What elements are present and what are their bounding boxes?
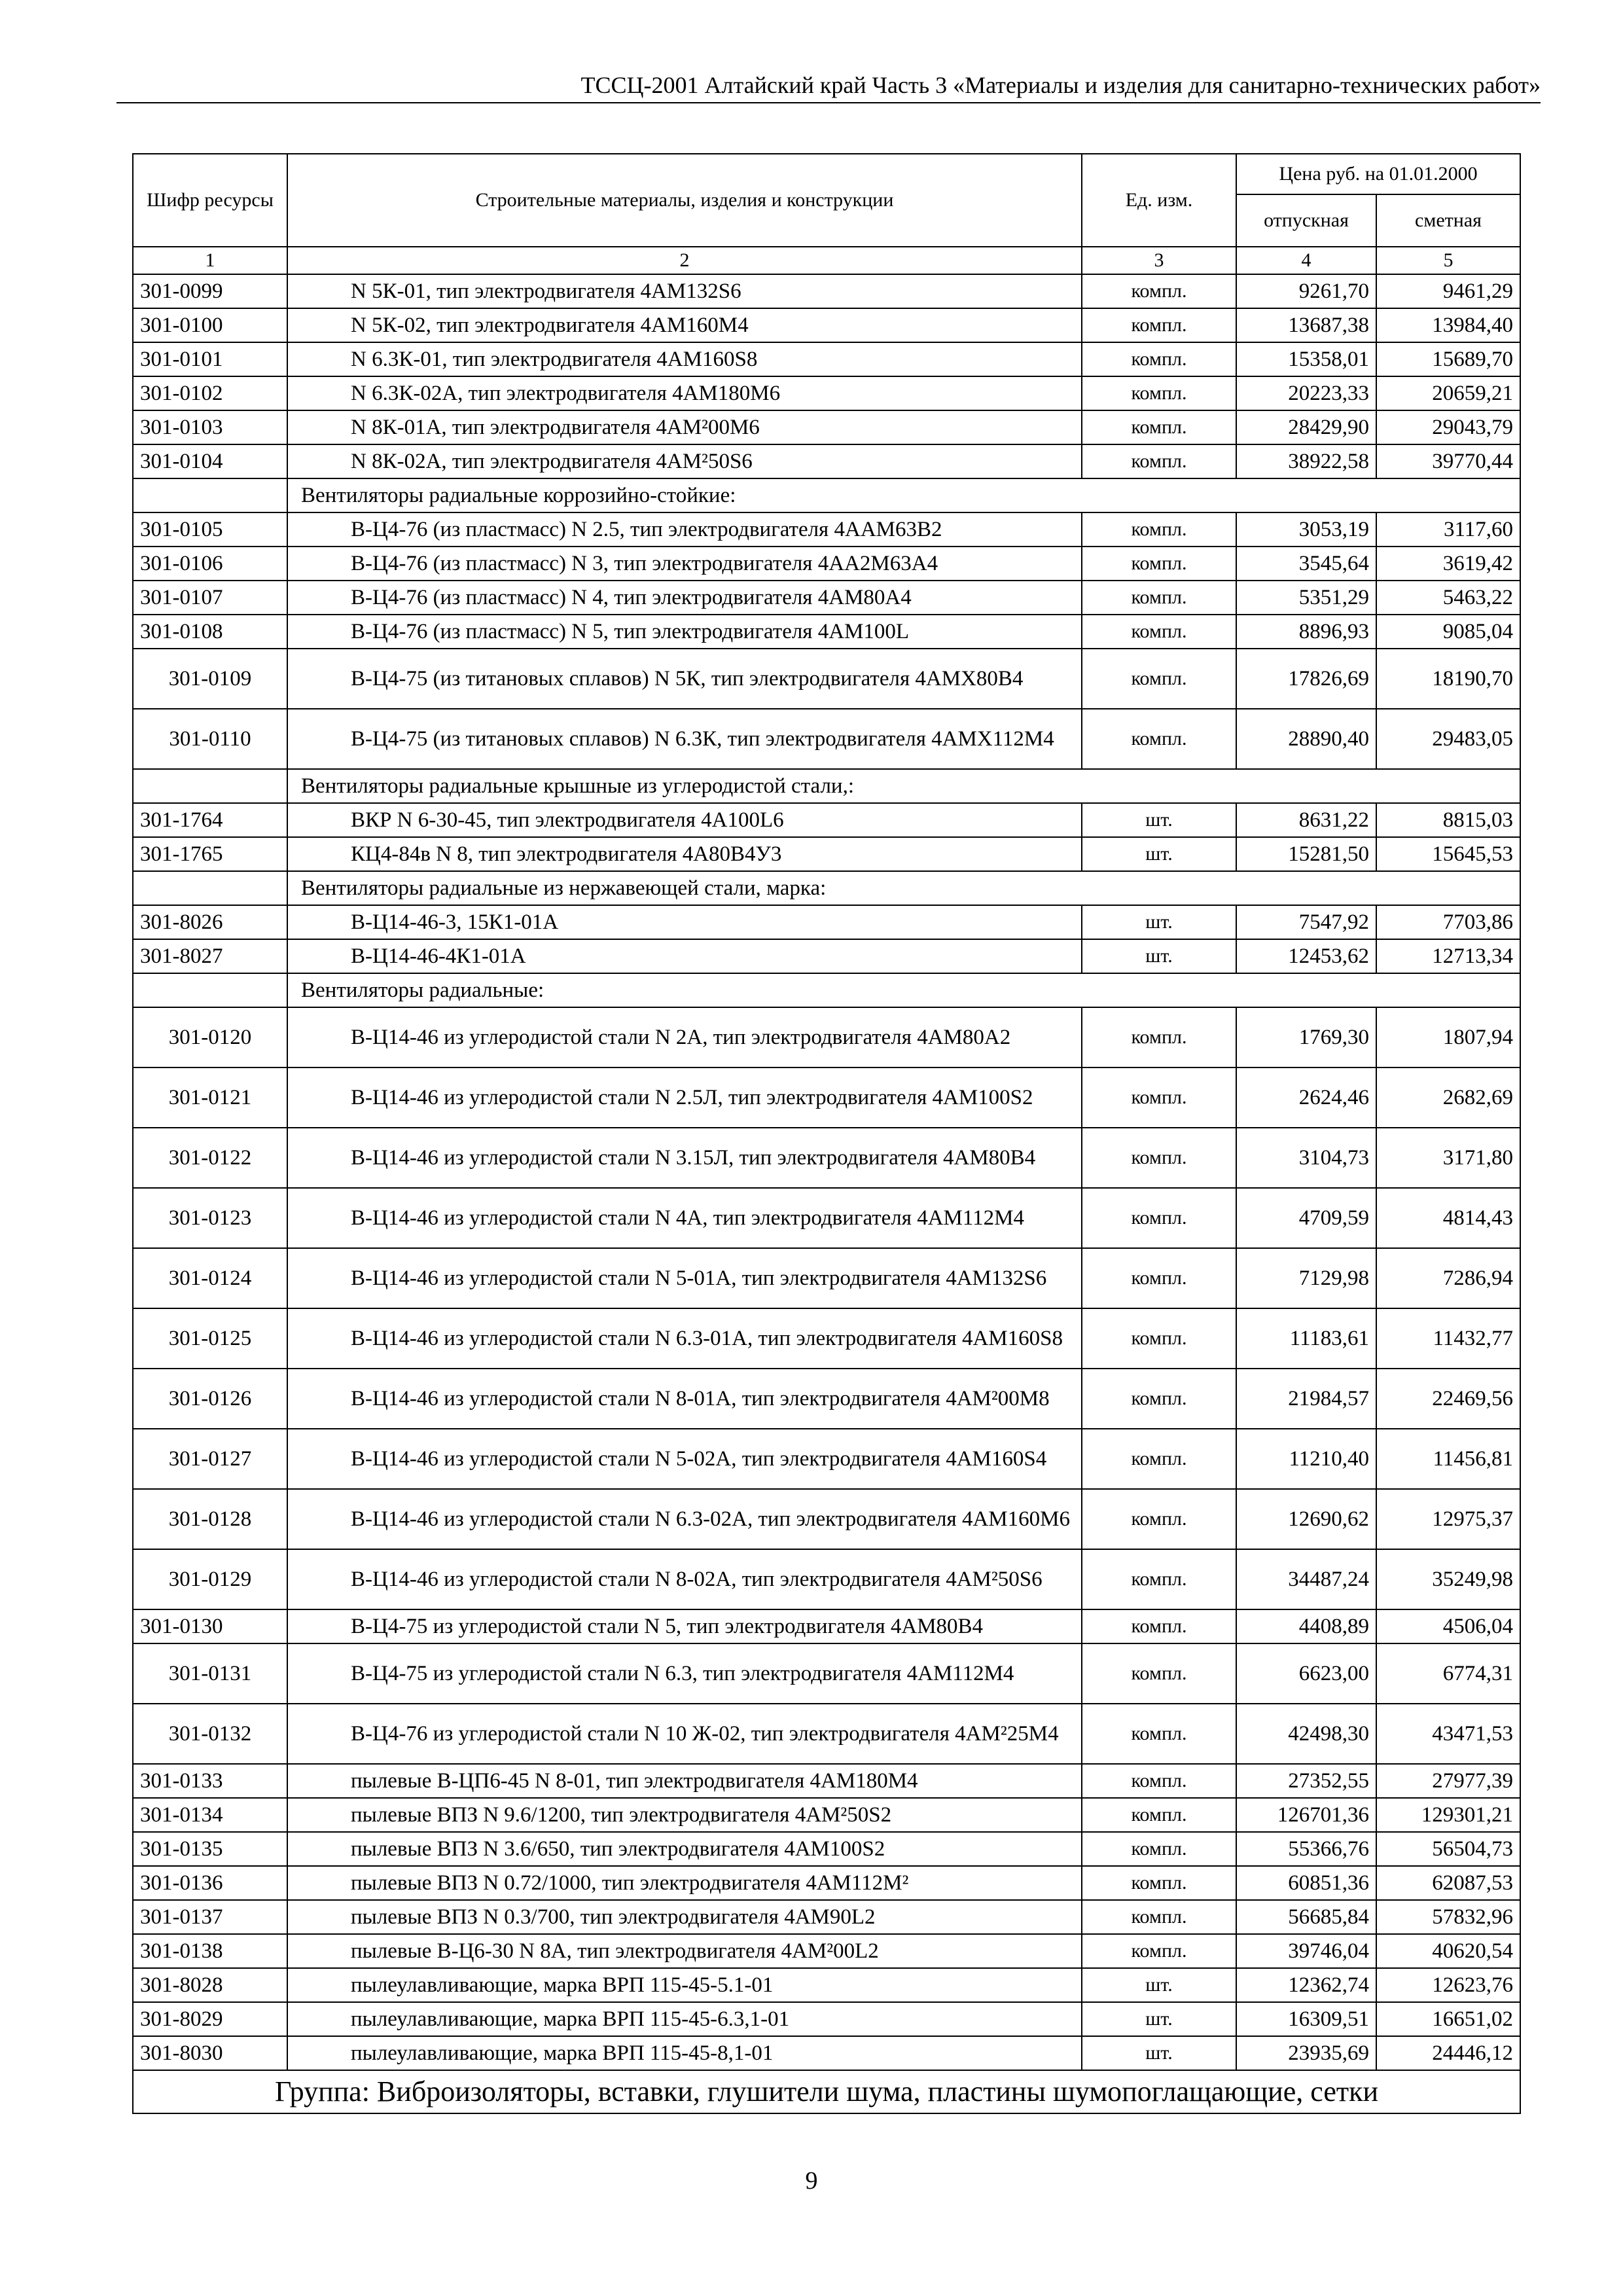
name-cell	[287, 803, 1082, 837]
code-cell: 301-0135	[133, 1832, 287, 1866]
section-title: Вентиляторы радиальные крышные из углеродистой стали,:	[287, 769, 1520, 803]
estimate-price-cell: 3619,42	[1376, 547, 1520, 581]
table-row	[133, 1549, 1520, 1609]
release-price-cell: 12453,62	[1236, 939, 1376, 973]
name-cell	[287, 1832, 1082, 1866]
table-row	[133, 308, 1520, 342]
release-price-cell: 11183,61	[1236, 1308, 1376, 1369]
name-text: В-Ц14-46 из углеродистой стали N 8-02А, тип электродвигателя 4АМ²50S6	[351, 1568, 1043, 1591]
name-text: пылевые ВПЗ N 3.6/650, тип электродвигателя 4АМ100S2	[351, 1837, 885, 1861]
page-header: ТССЦ-2001 Алтайский край Часть 3 «Материалы и изделия для санитарно-технических работ»	[116, 71, 1541, 103]
section-row	[133, 478, 1520, 512]
name-text: В-Ц14-46 из углеродистой стали N 8-01А, тип электродвигателя 4АМ²00М8	[351, 1387, 1050, 1410]
unit-cell: компл.	[1082, 512, 1236, 547]
price-table	[132, 153, 1521, 2114]
release-price-cell: 16309,51	[1236, 2002, 1376, 2036]
name-text: В-Ц14-46-3, 15К1-01А	[351, 910, 559, 934]
name-text: В-Ц4-76 (из пластмасс) N 3, тип электродвигателя 4АА2М63А4	[351, 552, 938, 575]
section-row	[133, 871, 1520, 905]
table-row	[133, 709, 1520, 769]
estimate-price-cell: 2682,69	[1376, 1067, 1520, 1128]
estimate-price-cell: 18190,70	[1376, 649, 1520, 709]
name-cell	[287, 1308, 1082, 1369]
name-cell	[287, 649, 1082, 709]
name-cell	[287, 1128, 1082, 1188]
header-code: Шифр ресурсы	[133, 154, 287, 247]
release-price-cell: 34487,24	[1236, 1549, 1376, 1609]
table-row	[133, 581, 1520, 615]
unit-cell: компл.	[1082, 1704, 1236, 1764]
name-text: ВКР N 6-30-45, тип электродвигателя 4А100L6	[351, 808, 784, 832]
table-row	[133, 1248, 1520, 1308]
release-price-cell: 7547,92	[1236, 905, 1376, 939]
unit-cell: компл.	[1082, 1832, 1236, 1866]
unit-cell: компл.	[1082, 1067, 1236, 1128]
table-row	[133, 1832, 1520, 1866]
unit-cell: компл.	[1082, 1798, 1236, 1832]
table-row	[133, 1308, 1520, 1369]
group-title: Группа: Виброизоляторы, вставки, глушители шума, пластины шумопоглащающие, сетки	[133, 2070, 1520, 2113]
code-cell: 301-0110	[133, 709, 287, 769]
name-cell	[287, 547, 1082, 581]
table-row	[133, 1643, 1520, 1704]
name-cell	[287, 1609, 1082, 1643]
code-cell: 301-0124	[133, 1248, 287, 1308]
table-row	[133, 1866, 1520, 1900]
name-text: пылеулавливающие, марка ВРП 115-45-5.1-01	[351, 1973, 774, 1997]
name-text: пылеулавливающие, марка ВРП 115-45-8,1-01	[351, 2041, 774, 2065]
table-row	[133, 1609, 1520, 1643]
unit-cell: компл.	[1082, 581, 1236, 615]
unit-cell: компл.	[1082, 1609, 1236, 1643]
name-cell	[287, 837, 1082, 871]
name-text: В-Ц14-46 из углеродистой стали N 4А, тип электродвигателя 4АМ112М4	[351, 1206, 1024, 1230]
code-cell: 301-0108	[133, 615, 287, 649]
table-row	[133, 410, 1520, 444]
estimate-price-cell: 9461,29	[1376, 274, 1520, 308]
unit-cell: компл.	[1082, 1308, 1236, 1369]
table-row	[133, 547, 1520, 581]
table-row	[133, 512, 1520, 547]
release-price-cell: 7129,98	[1236, 1248, 1376, 1308]
release-price-cell: 39746,04	[1236, 1934, 1376, 1968]
release-price-cell: 28890,40	[1236, 709, 1376, 769]
unit-cell: шт.	[1082, 837, 1236, 871]
estimate-price-cell: 29043,79	[1376, 410, 1520, 444]
release-price-cell: 28429,90	[1236, 410, 1376, 444]
unit-cell: компл.	[1082, 1489, 1236, 1549]
estimate-price-cell: 16651,02	[1376, 2002, 1520, 2036]
section-code-cell	[133, 478, 287, 512]
estimate-price-cell: 4506,04	[1376, 1609, 1520, 1643]
estimate-price-cell: 29483,05	[1376, 709, 1520, 769]
column-number: 1	[133, 247, 287, 274]
table-row	[133, 274, 1520, 308]
name-cell	[287, 1866, 1082, 1900]
code-cell: 301-0130	[133, 1609, 287, 1643]
name-cell	[287, 709, 1082, 769]
estimate-price-cell: 11456,81	[1376, 1429, 1520, 1489]
table-row	[133, 1188, 1520, 1248]
name-text: пылевые ВПЗ N 0.3/700, тип электродвигателя 4АМ90L2	[351, 1905, 876, 1929]
name-text: пылеулавливающие, марка ВРП 115-45-6.3,1-01	[351, 2007, 790, 2031]
estimate-price-cell: 62087,53	[1376, 1866, 1520, 1900]
estimate-price-cell: 13984,40	[1376, 308, 1520, 342]
code-cell: 301-0136	[133, 1866, 287, 1900]
column-number: 2	[287, 247, 1082, 274]
table-row	[133, 2036, 1520, 2070]
name-cell	[287, 444, 1082, 478]
header-price: Цена руб. на 01.01.2000	[1236, 154, 1520, 194]
section-title: Вентиляторы радиальные:	[287, 973, 1520, 1007]
code-cell: 301-0123	[133, 1188, 287, 1248]
code-cell: 301-0100	[133, 308, 287, 342]
estimate-price-cell: 8815,03	[1376, 803, 1520, 837]
release-price-cell: 4408,89	[1236, 1609, 1376, 1643]
name-cell	[287, 1248, 1082, 1308]
release-price-cell: 12362,74	[1236, 1968, 1376, 2002]
unit-cell: компл.	[1082, 1188, 1236, 1248]
release-price-cell: 11210,40	[1236, 1429, 1376, 1489]
column-number: 5	[1376, 247, 1520, 274]
name-cell	[287, 1549, 1082, 1609]
table-row	[133, 1900, 1520, 1934]
table-row	[133, 342, 1520, 376]
unit-cell: шт.	[1082, 2002, 1236, 2036]
section-title: Вентиляторы радиальные коррозийно-стойкие:	[287, 478, 1520, 512]
table-row	[133, 1128, 1520, 1188]
name-text: пылевые ВПЗ N 0.72/1000, тип электродвигателя 4АМ112М²	[351, 1871, 909, 1895]
table-row	[133, 1369, 1520, 1429]
code-cell: 301-0129	[133, 1549, 287, 1609]
name-text: N 5К-02, тип электродвигателя 4АМ160М4	[351, 314, 749, 337]
name-cell	[287, 939, 1082, 973]
table-row	[133, 1764, 1520, 1798]
name-text: пылевые В-Ц6-30 N 8А, тип электродвигателя 4АМ²00L2	[351, 1939, 879, 1963]
name-cell	[287, 274, 1082, 308]
unit-cell: компл.	[1082, 547, 1236, 581]
unit-cell: компл.	[1082, 308, 1236, 342]
name-cell	[287, 2036, 1082, 2070]
release-price-cell: 17826,69	[1236, 649, 1376, 709]
section-code-cell	[133, 871, 287, 905]
code-cell: 301-0106	[133, 547, 287, 581]
header-estimate: сметная	[1376, 194, 1520, 247]
name-cell	[287, 1798, 1082, 1832]
estimate-price-cell: 40620,54	[1376, 1934, 1520, 1968]
estimate-price-cell: 15689,70	[1376, 342, 1520, 376]
table-row	[133, 2002, 1520, 2036]
column-number-row	[133, 247, 1520, 274]
unit-cell: шт.	[1082, 803, 1236, 837]
name-text: В-Ц14-46 из углеродистой стали N 6.3-02А, тип электродвигателя 4АМ160М6	[351, 1507, 1070, 1531]
unit-cell: компл.	[1082, 1429, 1236, 1489]
table-row	[133, 1704, 1520, 1764]
release-price-cell: 38922,58	[1236, 444, 1376, 478]
table-row	[133, 615, 1520, 649]
unit-cell: компл.	[1082, 1128, 1236, 1188]
name-cell	[287, 308, 1082, 342]
name-cell	[287, 410, 1082, 444]
name-cell	[287, 1764, 1082, 1798]
name-text: В-Ц14-46 из углеродистой стали N 3.15Л, тип электродвигателя 4АМ80В4	[351, 1146, 1036, 1170]
name-text: В-Ц14-46 из углеродистой стали N 5-01А, тип электродвигателя 4АМ132S6	[351, 1266, 1047, 1290]
name-cell	[287, 1188, 1082, 1248]
estimate-price-cell: 9085,04	[1376, 615, 1520, 649]
column-number: 4	[1236, 247, 1376, 274]
estimate-price-cell: 12713,34	[1376, 939, 1520, 973]
unit-cell: компл.	[1082, 1764, 1236, 1798]
name-text: В-Ц4-76 из углеродистой стали N 10 Ж-02, тип электродвигателя 4АМ²25М4	[351, 1722, 1059, 1746]
code-cell: 301-0101	[133, 342, 287, 376]
unit-cell: компл.	[1082, 1900, 1236, 1934]
unit-cell: компл.	[1082, 615, 1236, 649]
name-text: В-Ц4-76 (из пластмасс) N 5, тип электродвигателя 4АМ100L	[351, 620, 910, 643]
release-price-cell: 8631,22	[1236, 803, 1376, 837]
code-cell: 301-0132	[133, 1704, 287, 1764]
table-row	[133, 1067, 1520, 1128]
release-price-cell: 5351,29	[1236, 581, 1376, 615]
estimate-price-cell: 129301,21	[1376, 1798, 1520, 1832]
code-cell: 301-0134	[133, 1798, 287, 1832]
name-text: В-Ц14-46-4К1-01А	[351, 944, 526, 968]
name-cell	[287, 1900, 1082, 1934]
estimate-price-cell: 35249,98	[1376, 1549, 1520, 1609]
estimate-price-cell: 6774,31	[1376, 1643, 1520, 1704]
name-cell	[287, 1067, 1082, 1128]
table-row	[133, 905, 1520, 939]
release-price-cell: 2624,46	[1236, 1067, 1376, 1128]
unit-cell: компл.	[1082, 342, 1236, 376]
release-price-cell: 55366,76	[1236, 1832, 1376, 1866]
unit-cell: компл.	[1082, 1369, 1236, 1429]
unit-cell: компл.	[1082, 444, 1236, 478]
section-row	[133, 769, 1520, 803]
release-price-cell: 8896,93	[1236, 615, 1376, 649]
unit-cell: компл.	[1082, 1866, 1236, 1900]
release-price-cell: 27352,55	[1236, 1764, 1376, 1798]
release-price-cell: 21984,57	[1236, 1369, 1376, 1429]
unit-cell: компл.	[1082, 1007, 1236, 1067]
name-text: В-Ц4-76 (из пластмасс) N 2.5, тип электродвигателя 4ААМ63В2	[351, 518, 942, 541]
code-cell: 301-0122	[133, 1128, 287, 1188]
release-price-cell: 60851,36	[1236, 1866, 1376, 1900]
section-code-cell	[133, 973, 287, 1007]
code-cell: 301-0109	[133, 649, 287, 709]
name-cell	[287, 342, 1082, 376]
code-cell: 301-0138	[133, 1934, 287, 1968]
release-price-cell: 56685,84	[1236, 1900, 1376, 1934]
estimate-price-cell: 12975,37	[1376, 1489, 1520, 1549]
table-row	[133, 837, 1520, 871]
estimate-price-cell: 24446,12	[1376, 2036, 1520, 2070]
estimate-price-cell: 15645,53	[1376, 837, 1520, 871]
code-cell: 301-0128	[133, 1489, 287, 1549]
estimate-price-cell: 7286,94	[1376, 1248, 1520, 1308]
estimate-price-cell: 7703,86	[1376, 905, 1520, 939]
unit-cell: компл.	[1082, 1643, 1236, 1704]
estimate-price-cell: 4814,43	[1376, 1188, 1520, 1248]
estimate-price-cell: 1807,94	[1376, 1007, 1520, 1067]
estimate-price-cell: 20659,21	[1376, 376, 1520, 410]
name-text: N 8К-02А, тип электродвигателя 4АМ²50S6	[351, 450, 753, 473]
name-text: В-Ц4-76 (из пластмасс) N 4, тип электродвигателя 4АМ80А4	[351, 586, 912, 609]
unit-cell: шт.	[1082, 1968, 1236, 2002]
name-cell	[287, 1007, 1082, 1067]
table-row	[133, 376, 1520, 410]
name-text: N 6.3К-02А, тип электродвигателя 4АМ180М6	[351, 382, 781, 405]
estimate-price-cell: 5463,22	[1376, 581, 1520, 615]
unit-cell: компл.	[1082, 1248, 1236, 1308]
release-price-cell: 3104,73	[1236, 1128, 1376, 1188]
unit-cell: компл.	[1082, 274, 1236, 308]
unit-cell: компл.	[1082, 1549, 1236, 1609]
name-cell	[287, 1489, 1082, 1549]
name-cell	[287, 1704, 1082, 1764]
code-cell: 301-0127	[133, 1429, 287, 1489]
release-price-cell: 23935,69	[1236, 2036, 1376, 2070]
estimate-price-cell: 22469,56	[1376, 1369, 1520, 1429]
name-text: В-Ц14-46 из углеродистой стали N 5-02А, тип электродвигателя 4АМ160S4	[351, 1447, 1047, 1471]
estimate-price-cell: 56504,73	[1376, 1832, 1520, 1866]
release-price-cell: 20223,33	[1236, 376, 1376, 410]
header-name: Строительные материалы, изделия и конструкции	[287, 154, 1082, 247]
code-cell: 301-0126	[133, 1369, 287, 1429]
unit-cell: компл.	[1082, 649, 1236, 709]
name-cell	[287, 376, 1082, 410]
estimate-price-cell: 57832,96	[1376, 1900, 1520, 1934]
release-price-cell: 4709,59	[1236, 1188, 1376, 1248]
release-price-cell: 13687,38	[1236, 308, 1376, 342]
release-price-cell: 12690,62	[1236, 1489, 1376, 1549]
unit-cell: компл.	[1082, 1934, 1236, 1968]
unit-cell: компл.	[1082, 709, 1236, 769]
name-text: В-Ц14-46 из углеродистой стали N 2.5Л, тип электродвигателя 4АМ100S2	[351, 1086, 1033, 1109]
code-cell: 301-8030	[133, 2036, 287, 2070]
name-cell	[287, 512, 1082, 547]
unit-cell: шт.	[1082, 2036, 1236, 2070]
name-text: N 8К-01А, тип электродвигателя 4АМ²00М6	[351, 416, 760, 439]
section-row	[133, 973, 1520, 1007]
code-cell: 301-0099	[133, 274, 287, 308]
header-unit: Ед. изм.	[1082, 154, 1236, 247]
estimate-price-cell: 3171,80	[1376, 1128, 1520, 1188]
code-cell: 301-1765	[133, 837, 287, 871]
name-text: N 5К-01, тип электродвигателя 4АМ132S6	[351, 279, 741, 303]
name-text: пылевые ВПЗ N 9.6/1200, тип электродвигателя 4АМ²50S2	[351, 1803, 892, 1827]
estimate-price-cell: 43471,53	[1376, 1704, 1520, 1764]
code-cell: 301-1764	[133, 803, 287, 837]
table-row	[133, 1429, 1520, 1489]
section-title: Вентиляторы радиальные из нержавеющей стали, марка:	[287, 871, 1520, 905]
release-price-cell: 42498,30	[1236, 1704, 1376, 1764]
name-text: N 6.3К-01, тип электродвигателя 4АМ160S8	[351, 348, 758, 371]
unit-cell: компл.	[1082, 410, 1236, 444]
name-text: пылевые В-ЦП6-45 N 8-01, тип электродвигателя 4АМ180М4	[351, 1769, 918, 1793]
table-row	[133, 444, 1520, 478]
code-cell: 301-0120	[133, 1007, 287, 1067]
name-text: КЦ4-84в N 8, тип электродвигателя 4А80В4У3	[351, 842, 782, 866]
name-text: В-Ц4-75 (из титановых сплавов) N 5К, тип электродвигателя 4АМХ80В4	[351, 667, 1024, 691]
name-text: В-Ц4-75 из углеродистой стали N 5, тип электродвигателя 4АМ80В4	[351, 1615, 984, 1638]
table-row	[133, 649, 1520, 709]
release-price-cell: 15358,01	[1236, 342, 1376, 376]
table-row	[133, 1007, 1520, 1067]
name-cell	[287, 1934, 1082, 1968]
name-cell	[287, 615, 1082, 649]
table-row	[133, 1968, 1520, 2002]
name-cell	[287, 1429, 1082, 1489]
name-cell	[287, 905, 1082, 939]
table-row	[133, 1489, 1520, 1549]
estimate-price-cell: 27977,39	[1376, 1764, 1520, 1798]
section-code-cell	[133, 769, 287, 803]
code-cell: 301-8026	[133, 905, 287, 939]
name-text: В-Ц4-75 из углеродистой стали N 6.3, тип электродвигателя 4АМ112М4	[351, 1662, 1014, 1685]
estimate-price-cell: 3117,60	[1376, 512, 1520, 547]
code-cell: 301-0137	[133, 1900, 287, 1934]
table-row	[133, 1798, 1520, 1832]
release-price-cell: 6623,00	[1236, 1643, 1376, 1704]
table-row	[133, 1934, 1520, 1968]
name-cell	[287, 1968, 1082, 2002]
code-cell: 301-0131	[133, 1643, 287, 1704]
release-price-cell: 9261,70	[1236, 274, 1376, 308]
code-cell: 301-0133	[133, 1764, 287, 1798]
release-price-cell: 15281,50	[1236, 837, 1376, 871]
name-cell	[287, 581, 1082, 615]
code-cell: 301-0121	[133, 1067, 287, 1128]
unit-cell: шт.	[1082, 905, 1236, 939]
estimate-price-cell: 11432,77	[1376, 1308, 1520, 1369]
column-number: 3	[1082, 247, 1236, 274]
code-cell: 301-0102	[133, 376, 287, 410]
release-price-cell: 126701,36	[1236, 1798, 1376, 1832]
code-cell: 301-0104	[133, 444, 287, 478]
table-row	[133, 939, 1520, 973]
name-cell	[287, 2002, 1082, 2036]
code-cell: 301-0105	[133, 512, 287, 547]
table-row	[133, 803, 1520, 837]
estimate-price-cell: 12623,76	[1376, 1968, 1520, 2002]
name-text: В-Ц14-46 из углеродистой стали N 6.3-01А, тип электродвигателя 4АМ160S8	[351, 1327, 1063, 1350]
page-number: 9	[805, 2167, 818, 2195]
release-price-cell: 3053,19	[1236, 512, 1376, 547]
code-cell: 301-0125	[133, 1308, 287, 1369]
code-cell: 301-8027	[133, 939, 287, 973]
name-cell	[287, 1369, 1082, 1429]
release-price-cell: 1769,30	[1236, 1007, 1376, 1067]
header-release: отпускная	[1236, 194, 1376, 247]
table-body	[133, 274, 1520, 2070]
code-cell: 301-0103	[133, 410, 287, 444]
code-cell: 301-0107	[133, 581, 287, 615]
code-cell: 301-8028	[133, 1968, 287, 2002]
unit-cell: компл.	[1082, 376, 1236, 410]
unit-cell: шт.	[1082, 939, 1236, 973]
name-cell	[287, 1643, 1082, 1704]
release-price-cell: 3545,64	[1236, 547, 1376, 581]
name-text: В-Ц4-75 (из титановых сплавов) N 6.3К, тип электродвигателя 4АМХ112М4	[351, 727, 1054, 751]
code-cell: 301-8029	[133, 2002, 287, 2036]
estimate-price-cell: 39770,44	[1376, 444, 1520, 478]
name-text: В-Ц14-46 из углеродистой стали N 2А, тип электродвигателя 4АМ80А2	[351, 1026, 1011, 1049]
